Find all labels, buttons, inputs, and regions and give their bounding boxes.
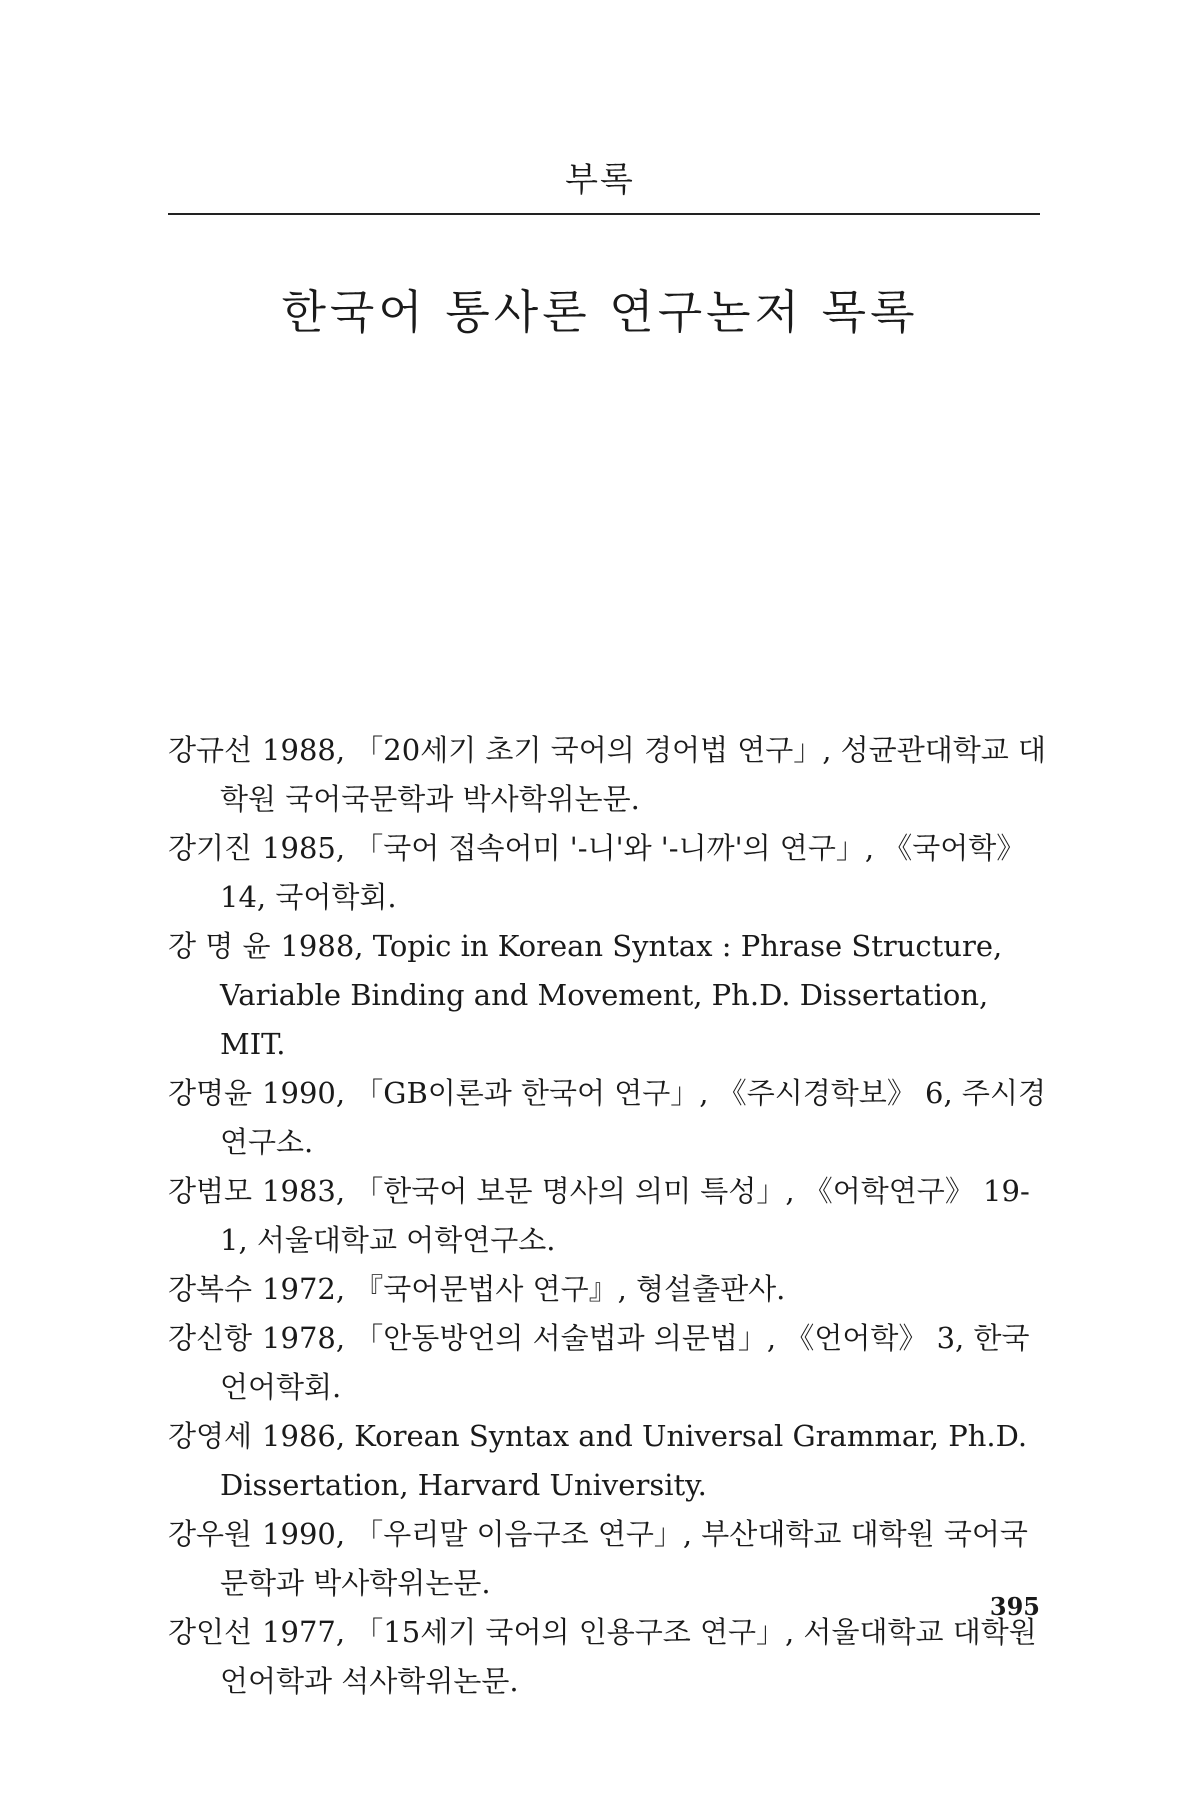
bibliography-entry [168,1069,1046,1167]
entry-author: 강규선 [168,733,253,767]
entry-author: 강기진 [168,831,253,865]
bibliography-entry [168,922,1046,1069]
entry-text: 1990, 「GB이론과 한국어 연구」, 《주시경학보》 6, 주시경연구소. [220,1076,1046,1159]
entry-text: 1990, 「우리말 이음구조 연구」, 부산대학교 대학원 국어국문학과 박사학위논문. [220,1517,1028,1600]
header-rule [168,213,1040,215]
entry-text: 1983, 「한국어 보문 명사의 의미 특성」, 《어학연구》 19-1, 서울대학교 어학연구소. [220,1174,1030,1257]
entry-author: 강인선 [168,1615,253,1649]
entry-author: 강 명 윤 [168,929,271,963]
bibliography-list [168,726,1046,1706]
entry-text: 1988, 「20세기 초기 국어의 경어법 연구」, 성균관대학교 대학원 국어국문학과 박사학위논문. [220,733,1046,816]
bibliography-entry [168,1167,1046,1265]
entry-text: 1972, 『국어문법사 연구』, 형설출판사. [262,1272,786,1306]
entry-author: 강복수 [168,1272,253,1306]
page-title: 한국어 통사론 연구논저 목록 [281,285,919,339]
section-label: 부록 [565,160,635,200]
entry-author: 강명윤 [168,1076,253,1110]
bibliography-entry [168,1510,1046,1608]
page-number: 395 [989,1592,1040,1621]
entry-text: 1986, Korean Syntax and Universal Grammar, Ph.D. Dissertation, Harvard University. [220,1419,1028,1502]
entry-author: 강신항 [168,1321,253,1355]
entry-text: 1985, 「국어 접속어미 '-니'와 '-니까'의 연구」, 《국어학》 14, 국어학회. [220,831,1026,914]
bibliography-entry [168,1608,1046,1706]
bibliography-entry [168,726,1046,824]
entry-author: 강범모 [168,1174,253,1208]
bibliography-entry [168,824,1046,922]
entry-text: 1977, 「15세기 국어의 인용구조 연구」, 서울대학교 대학원 언어학과 석사학위논문. [220,1615,1037,1698]
bibliography-entry [168,1314,1046,1412]
bibliography-entry [168,1412,1046,1510]
bibliography-entry [168,1265,1046,1314]
entry-text: 1988, Topic in Korean Syntax : Phrase Structure, Variable Binding and Movement, Ph.D. Dissertation, MIT. [220,929,1003,1061]
entry-author: 강우원 [168,1517,253,1551]
entry-author: 강영세 [168,1419,253,1453]
entry-text: 1978, 「안동방언의 서술법과 의문법」, 《언어학》 3, 한국언어학회. [220,1321,1030,1404]
